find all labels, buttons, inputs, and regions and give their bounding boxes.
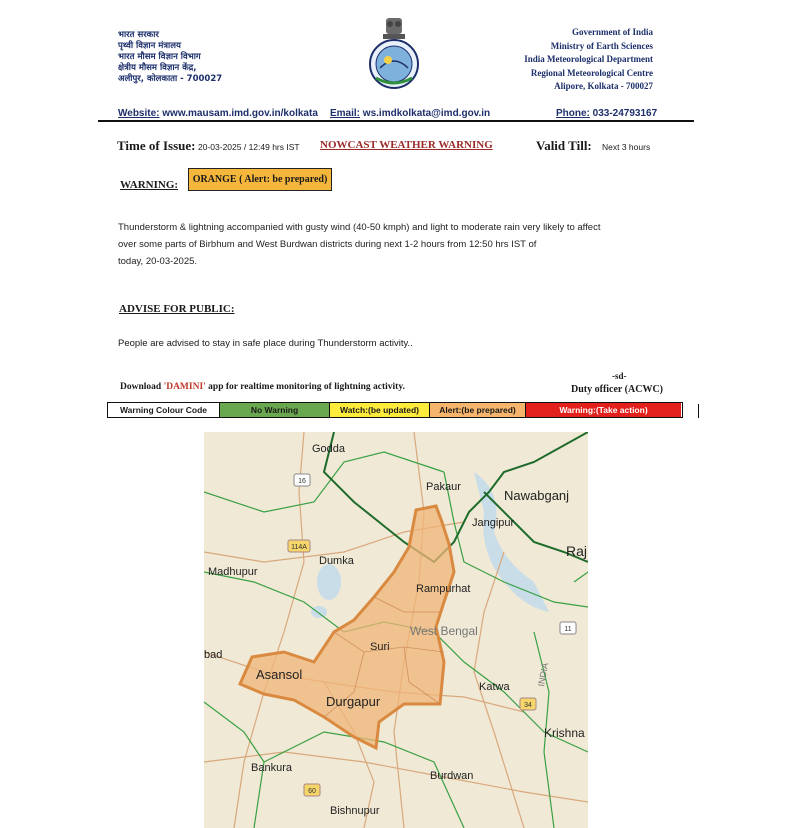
website-contact[interactable]	[118, 108, 318, 119]
hindi-line: अलीपुर, कोलकाता - 700027	[118, 74, 223, 84]
warning-text-line: over some parts of Birbhum and West Burdwan districts during next 1-2 hours from 12:50 hrs IST of	[118, 239, 537, 250]
place-label: Raj	[566, 543, 588, 559]
place-label: Bankura	[251, 762, 292, 774]
warning-level-badge: ORANGE ( Alert: be prepared)	[188, 168, 332, 191]
download-suffix: app for realtime monitoring of lightning activity.	[205, 382, 405, 392]
place-label: Rampurhat	[416, 583, 471, 595]
phone-value: 033-24793167	[592, 108, 658, 119]
header-divider	[98, 120, 694, 122]
warning-colour-legend	[107, 402, 683, 418]
place-label: Asansol	[256, 667, 303, 682]
hindi-line: क्षेत्रीय मौसम विज्ञान केंद्र,	[118, 63, 197, 73]
document-title: NOWCAST WEATHER WARNING	[320, 139, 493, 151]
download-prefix: Download	[120, 382, 164, 392]
legend-item-warning: Warning:(Take action)	[526, 403, 681, 417]
email-link[interactable]: ws.imdkolkata@imd.gov.in	[362, 108, 491, 119]
place-label: Godda	[312, 443, 346, 455]
place-label: West Bengal	[410, 624, 478, 638]
legend-item-title: Warning Colour Code	[108, 403, 220, 417]
english-line: India Meteorological Department	[524, 54, 653, 64]
place-label: Nawabganj	[504, 488, 570, 503]
hindi-line: भारत सरकार	[118, 30, 159, 40]
road-shield-label: 11	[564, 626, 572, 633]
phone-contact	[556, 108, 657, 119]
legend-item-alert: Alert:(be prepared)	[430, 403, 526, 417]
warning-text-line: today, 20-03-2025.	[118, 256, 198, 267]
legend-item-no-warning: No Warning	[220, 403, 330, 417]
valid-till-label: Valid Till:	[536, 138, 592, 153]
website-label: Website:	[118, 108, 160, 119]
english-line: Alipore, Kolkata - 700027	[554, 81, 653, 91]
email-contact[interactable]	[330, 108, 490, 119]
road-shield-label: 16	[298, 478, 306, 485]
place-label: Krishna	[544, 726, 585, 740]
road-shield-label: 34	[524, 702, 532, 709]
hindi-line: भारत मौसम विज्ञान विभाग	[118, 52, 201, 62]
place-label: Jangipur	[472, 517, 515, 529]
valid-till-value: Next 3 hours	[602, 142, 651, 152]
time-of-issue-value: 20-03-2025 / 12:49 hrs IST	[198, 142, 300, 152]
legend-item-watch: Watch:(be updated)	[330, 403, 430, 417]
text-cursor	[698, 404, 699, 418]
place-label: bad	[204, 649, 223, 661]
download-note	[120, 382, 405, 392]
warning-text-line: Thunderstorm & lightning accompanied with gusty wind (40-50 kmph) and light to moderate rain very likely to affect	[118, 222, 601, 233]
place-label: Suri	[370, 641, 390, 653]
place-label: Bishnupur	[330, 805, 380, 817]
reservoir	[311, 606, 327, 618]
advise-heading: ADVISE FOR PUBLIC:	[119, 303, 235, 315]
reservoir	[317, 564, 341, 600]
english-line: Regional Meteorological Centre	[530, 67, 653, 78]
english-address-block	[524, 26, 653, 94]
place-label: Katwa	[479, 681, 510, 693]
place-label: Durgapur	[326, 694, 381, 709]
road-shield-label: 60	[308, 788, 316, 795]
advise-text: People are advised to stay in safe place during Thunderstorm activity..	[118, 338, 413, 349]
hindi-address-block	[118, 30, 222, 85]
time-of-issue-label: Time of Issue:	[117, 138, 196, 153]
road-shield-label: 114A	[291, 544, 307, 551]
place-label: Pakaur	[426, 481, 461, 493]
warning-area-map[interactable]	[204, 432, 588, 828]
phone-label: Phone:	[556, 108, 590, 119]
signature-mark: -sd-	[612, 371, 627, 381]
warning-label: WARNING:	[120, 179, 179, 191]
damini-app-name: 'DAMINI'	[163, 382, 206, 392]
english-line: Ministry of Earth Sciences	[550, 40, 653, 51]
warning-description	[118, 219, 638, 270]
imd-emblem-logo	[366, 16, 422, 90]
hindi-line: पृथ्वी विज्ञान मंत्रालय	[118, 41, 181, 51]
place-label: Burdwan	[430, 770, 474, 782]
english-line: Government of India	[572, 27, 653, 37]
website-link[interactable]: www.mausam.imd.gov.in/kolkata	[162, 108, 318, 119]
duty-officer: Duty officer (ACWC)	[571, 384, 664, 395]
place-label: Dumka	[319, 555, 354, 567]
email-label: Email:	[330, 108, 361, 119]
place-label: INDIA	[536, 661, 551, 688]
place-label: Madhupur	[208, 566, 258, 578]
